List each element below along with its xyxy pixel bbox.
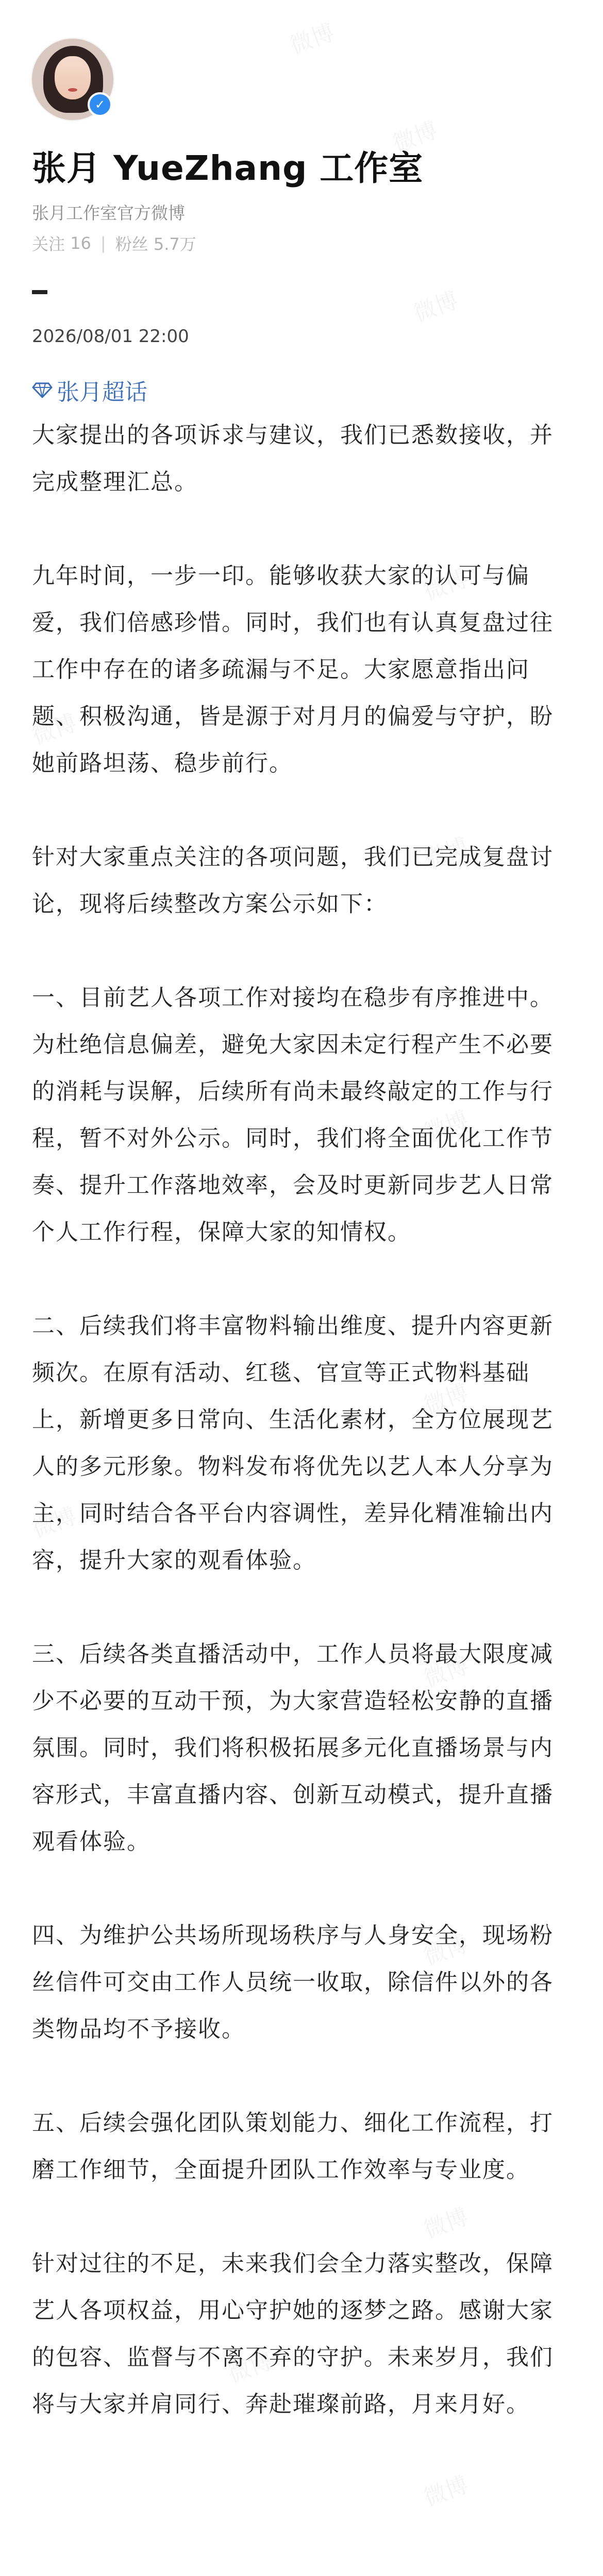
verified-badge-icon: ✓ — [88, 92, 112, 117]
account-description: 张月工作室官方微博 — [32, 203, 185, 223]
account-stats — [32, 231, 571, 255]
paragraph: 九年时间，一步一印。能够收获大家的认可与偏爱，我们倍感珍惜。同时，我们也有认真复盘过往工作中存在的诸多疏漏与不足。大家愿意指出问题、积极沟通，皆是源于对月月的偏爱与守护，盼她前路坦荡、稳步前行。 — [32, 563, 554, 776]
stats-separator: | — [100, 233, 106, 253]
topic-label[interactable]: 张月超话 — [57, 379, 147, 405]
paragraph: 一、目前艺人各项工作对接均在稳步有序推进中。为杜绝信息偏差，避免大家因未定行程产生不必要的消耗与误解，后续所有尚未最终敲定的工作与行程，暂不对外公示。同时，我们将全面优化工作节奏、提升工作落地效率，会及时更新同步艺人日常个人工作行程，保障大家的知情权。 — [32, 985, 554, 1245]
following-label[interactable]: 关注 — [32, 234, 65, 254]
post-content — [32, 412, 571, 2428]
avatar-face — [55, 56, 91, 99]
supertopic-diamond-icon — [32, 381, 53, 399]
paragraph: 四、为维护公共场所现场秩序与人身安全，现场粉丝信件可交由工作人员统一收取，除信件以外的各类物品均不予接收。 — [32, 1922, 554, 2042]
paragraph: 五、后续会强化团队策划能力、细化工作流程，打磨工作细节，全面提升团队工作效率与专业度。 — [32, 2110, 554, 2183]
followers-count[interactable]: 5.7万 — [153, 234, 196, 254]
section-divider — [32, 290, 47, 294]
watermark — [418, 2466, 473, 2513]
following-count[interactable]: 16 — [70, 233, 91, 253]
account-name[interactable]: 张月 YueZhang 工作室 — [32, 148, 424, 188]
paragraph: 三、后续各类直播活动中，工作人员将最大限度减少不必要的互动干预，为大家营造轻松安静的直播氛围。同时，我们将积极拓展多元化直播场景与内容形式，丰富直播内容、创新互动模式，提升直播观看体验。 — [32, 1641, 554, 1855]
post-timestamp: 2026/08/01 22:00 — [32, 326, 189, 347]
paragraph: 针对过往的不足，未来我们会全力落实整改，保障艺人各项权益，用心守护她的逐梦之路。感谢大家的包容、监督与不离不弃的守护。未来岁月，我们将与大家并肩同行、奔赴璀璨前路，月来月好。 — [32, 2250, 554, 2417]
avatar[interactable] — [32, 39, 113, 120]
topic-link[interactable] — [32, 374, 571, 406]
paragraph: 针对大家重点关注的各项问题，我们已完成复盘讨论，现将后续整改方案公示如下： — [32, 844, 554, 917]
paragraph: 大家提出的各项诉求与建议，我们已悉数接收，并完成整理汇总。 — [32, 422, 554, 495]
paragraph: 二、后续我们将丰富物料输出维度、提升内容更新频次。在原有活动、红毯、官宣等正式物料基础上，新增更多日常向、生活化素材，全方位展现艺人的多元形象。物料发布将优先以艺人本人分享为主，同时结合各平台内容调性，差异化精准输出内容，提升大家的观看体验。 — [32, 1313, 554, 1573]
followers-label[interactable]: 粉丝 — [115, 234, 148, 254]
avatar-lips — [68, 88, 77, 92]
